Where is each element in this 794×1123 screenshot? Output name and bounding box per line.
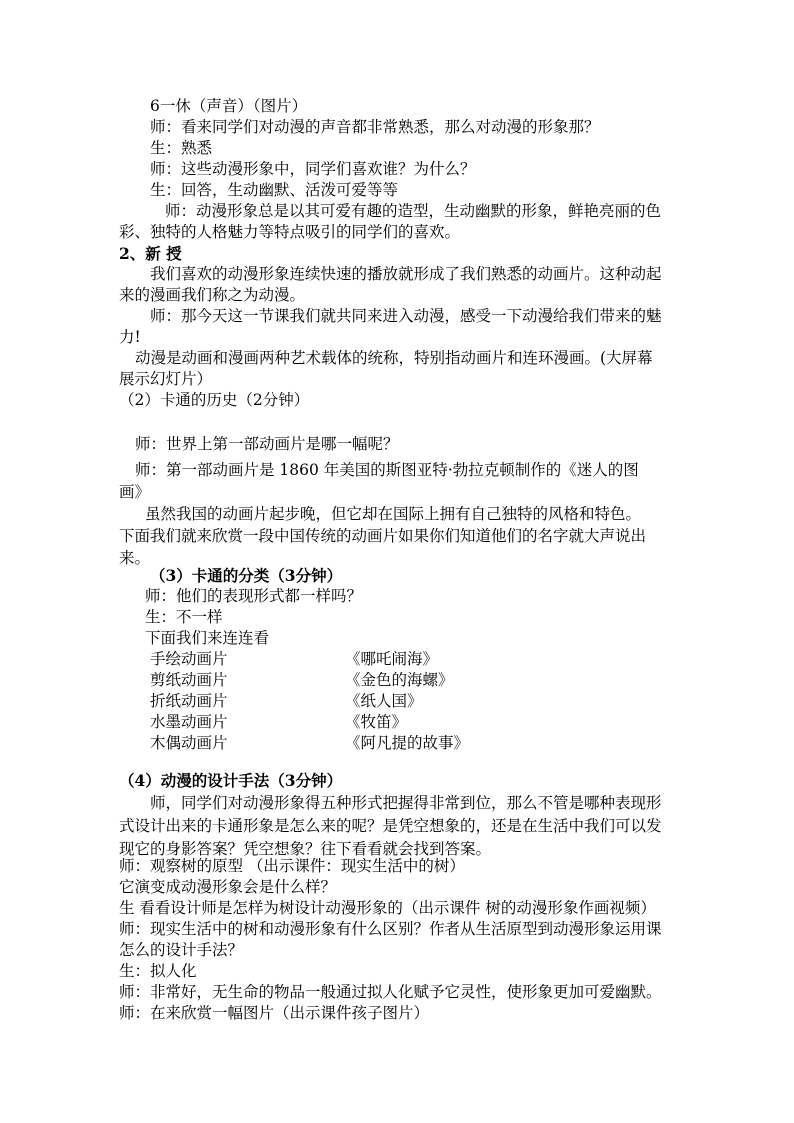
paragraph-line: 师：现实生活中的树和动漫形象有什么区别？作者从生活原型到动漫形象运用课 [119, 920, 662, 938]
paragraph-line: 彩、独特的人格魅力等特点吸引的同学们的喜欢。 [119, 223, 461, 241]
paragraph-line: 6一休（声音）（图片） [150, 97, 308, 115]
paragraph-line: 我们喜欢的动漫形象连续快速的播放就形成了我们熟悉的动画片。这种动起 [150, 265, 662, 283]
paragraph-line: 式设计出来的卡通形象是怎么来的呢？是凭空想象的，还是在生活中我们可以发 [119, 817, 662, 835]
paragraph-line: 生：拟人化 [119, 962, 197, 980]
section-heading: 2、新 授 [119, 244, 182, 263]
paragraph-line: 师：非常好，无生命的物品一般通过拟人化赋予它灵性，使形象更加可爱幽默。 [119, 983, 662, 1001]
paragraph-line: 下面我们来连连看 [145, 629, 270, 647]
matching-type: 手绘动画片 [150, 650, 228, 668]
paragraph-line: 师：世界上第一部动画片是哪一幅呢？ [135, 435, 399, 453]
paragraph-line: 师：在来欣赏一幅图片（出示课件孩子图片） [119, 1004, 430, 1022]
paragraph-line: 师：那今天这一节课我们就共同来进入动漫，感受一下动漫给我们带来的魅 [150, 307, 662, 325]
subsection-heading: （2）卡通的历史（2分钟） [119, 391, 310, 409]
paragraph-line: 它演变成动漫形象会是什么样？ [119, 878, 337, 896]
paragraph-line: 师：观察树的原型 （出示课件：现实生活中的树） [119, 857, 465, 875]
paragraph-line: 展示幻灯片） [119, 370, 213, 388]
paragraph-line: 师，同学们对动漫形象得五种形式把握得非常到位，那么不管是哪种表现形 [150, 794, 662, 812]
paragraph-line: 师：第一部动画片是 1860 年美国的斯图亚特·勃拉克顿制作的《迷人的图 [135, 461, 639, 479]
paragraph-line: 师：这些动漫形象中，同学们喜欢谁？为什么？ [150, 160, 476, 178]
matching-title: 《牧笛》 [345, 713, 408, 731]
paragraph-line: 动漫是动画和漫画两种艺术载体的统称，特别指动画片和连环漫画。(大屏幕 [135, 349, 653, 367]
paragraph-line: 怎么的设计手法？ [119, 941, 244, 959]
paragraph-line: 师：他们的表现形式都一样吗？ [145, 587, 363, 605]
paragraph-line: 师：看来同学们对动漫的声音都非常熟悉，那么对动漫的形象那？ [150, 118, 600, 136]
paragraph-line: 生 看看设计师是怎样为树设计动漫形象的（出示课件 树的动漫形象作画视频） [119, 899, 656, 917]
paragraph-line: 下面我们就来欣赏一段中国传统的动画片如果你们知道他们的名字就大声说出 [119, 527, 647, 545]
paragraph-line: 来的漫画我们称之为动漫。 [119, 286, 306, 304]
paragraph-line: 来。 [119, 549, 151, 567]
paragraph-line: 力! [119, 328, 141, 346]
paragraph-line: 生：回答，生动幽默、活泼可爱等等 [150, 181, 399, 199]
paragraph-line: 生：不一样 [145, 608, 223, 626]
paragraph-line: 现它的身影答案？凭空想象？往下看看就会找到答案。 [119, 840, 492, 858]
subsection-heading: （4）动漫的设计手法（3分钟） [119, 771, 343, 790]
matching-title: 《哪吒闹海》 [345, 650, 439, 668]
subsection-heading: （3）卡通的分类（3分钟） [150, 566, 343, 585]
matching-type: 木偶动画片 [150, 734, 228, 752]
matching-type: 折纸动画片 [150, 692, 228, 710]
matching-type: 水墨动画片 [150, 713, 228, 731]
paragraph-line: 生：熟悉 [150, 139, 213, 157]
paragraph-line: 师：动漫形象总是以其可爱有趣的造型，生动幽默的形象，鲜艳亮丽的色 [165, 202, 662, 220]
paragraph-line: 画》 [119, 483, 151, 501]
matching-title: 《金色的海螺》 [345, 671, 454, 689]
matching-title: 《阿凡提的故事》 [345, 734, 470, 752]
matching-title: 《纸人国》 [345, 692, 423, 710]
paragraph-line: 虽然我国的动画片起步晚，但它却在国际上拥有自己独特的风格和特色。 [145, 505, 642, 523]
matching-type: 剪纸动画片 [150, 671, 228, 689]
